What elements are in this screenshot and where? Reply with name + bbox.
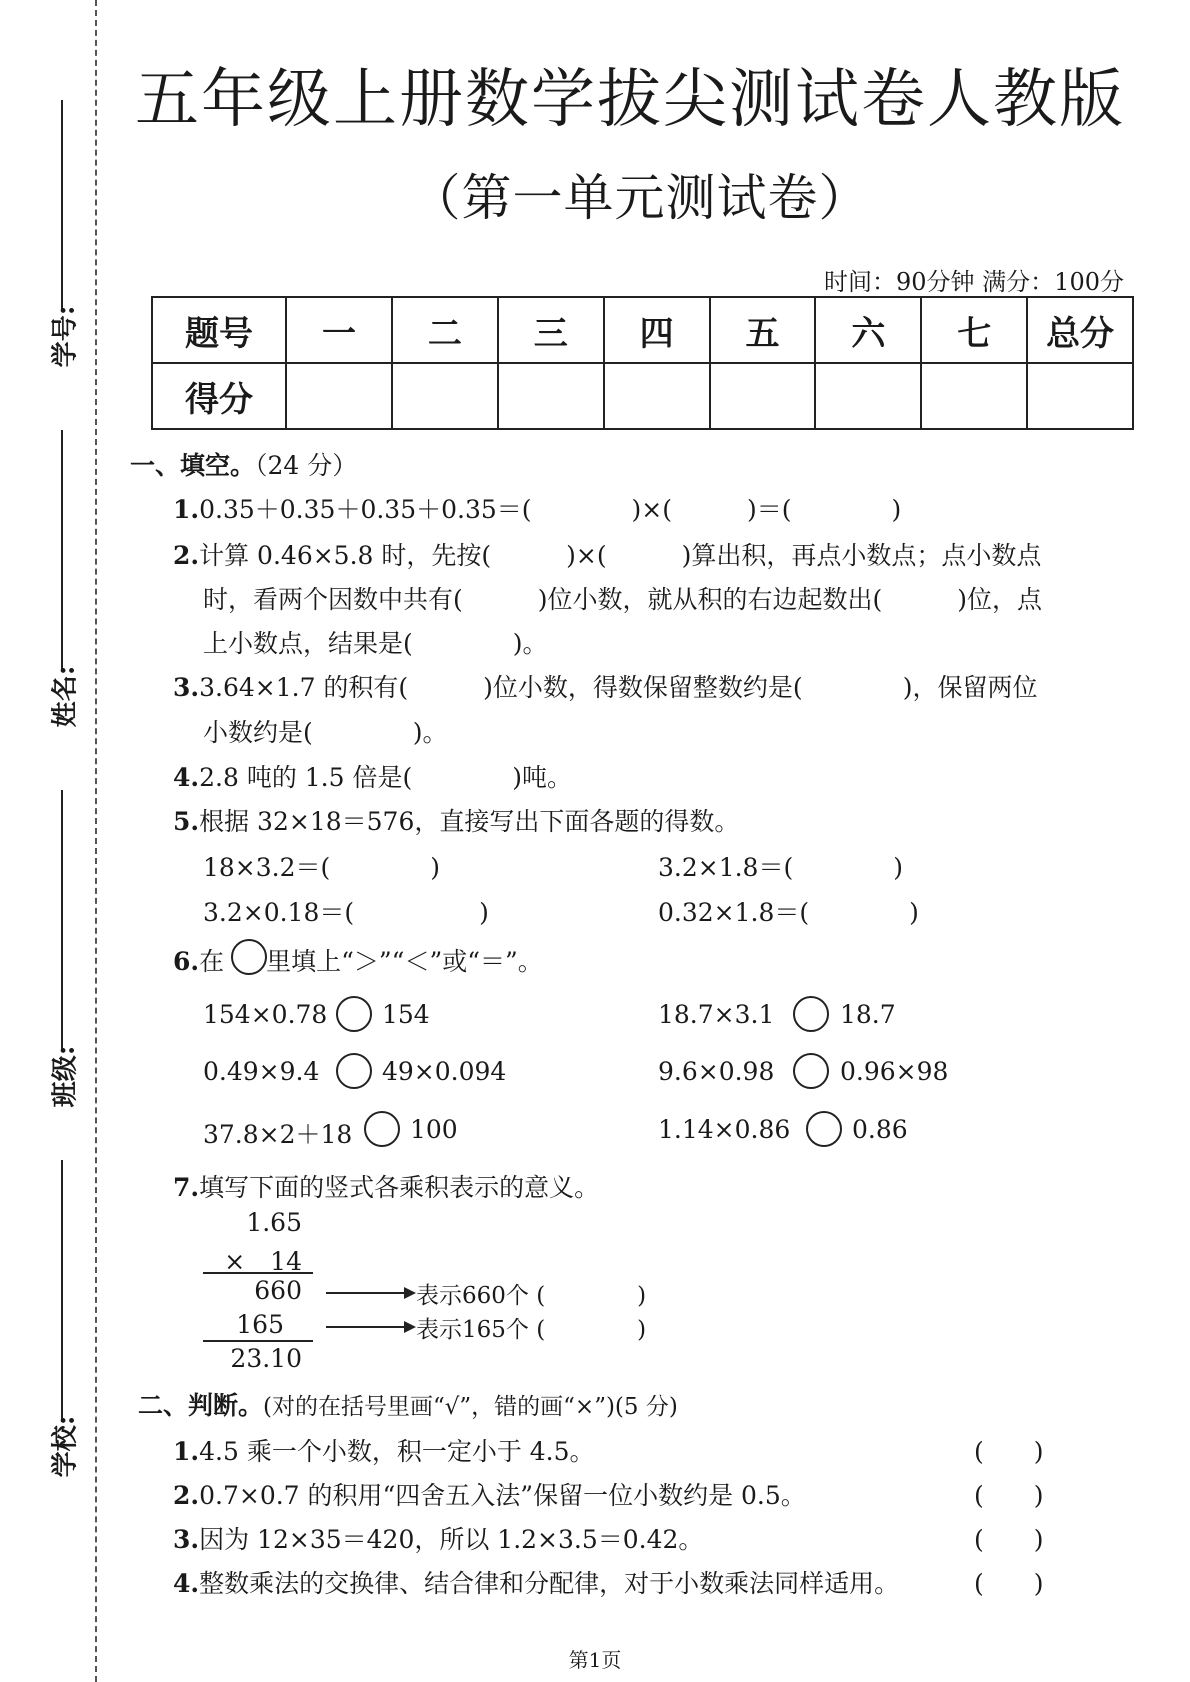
section2-title: 二、判断。 xyxy=(138,1391,264,1420)
vertical-multiplicand: 1.65 xyxy=(246,1208,302,1237)
judge-item xyxy=(173,1432,595,1468)
score-header-cell: 七 xyxy=(921,297,1027,363)
judge-item xyxy=(173,1476,806,1512)
judge-num: 2. xyxy=(173,1481,200,1510)
compare-circle[interactable] xyxy=(336,1053,372,1089)
school-label: 学校: xyxy=(50,1415,81,1478)
q7 xyxy=(173,1168,599,1204)
score-header-cell: 二 xyxy=(392,297,498,363)
q4-text: 2.8 吨的 1.5 倍是( )吨。 xyxy=(199,763,572,792)
judge-text: 因为 12×35＝420，所以 1.2×3.5＝0.42。 xyxy=(199,1525,704,1554)
judge-num: 1. xyxy=(173,1437,200,1466)
compare-circle[interactable] xyxy=(793,1053,829,1089)
q6-text-after: 里填上“＞”“＜”或“＝”。 xyxy=(266,947,543,976)
q6-item-right: 154 xyxy=(382,1000,430,1029)
q5-item: 3.2×0.18＝( ) xyxy=(203,898,489,927)
answer-blank[interactable]: ( ) xyxy=(974,1437,1044,1466)
q3-text-1: 3.64×1.7 的积有( )位小数，得数保留整数约是( )，保留两位 xyxy=(199,673,1038,702)
q7-meaning-2: 表示165个 ( ) xyxy=(416,1317,647,1343)
q6-item-right: 0.96×98 xyxy=(840,1057,949,1086)
vertical-multiplier: × 14 xyxy=(224,1247,302,1276)
score-cell[interactable] xyxy=(921,363,1027,429)
vertical-rule-bottom xyxy=(203,1340,313,1342)
q1-text: 0.35＋0.35＋0.35＋0.35＝( )×( )＝( ) xyxy=(199,495,902,524)
score-table-header-row xyxy=(152,297,1133,363)
compare-circle[interactable] xyxy=(364,1111,400,1147)
score-header-cell: 题号 xyxy=(152,297,286,363)
binding-dash-line xyxy=(95,0,97,1682)
arrow-right-icon xyxy=(326,1326,414,1328)
q1 xyxy=(173,490,901,526)
score-cell[interactable] xyxy=(286,363,392,429)
q6-num: 6. xyxy=(173,947,200,976)
judge-text: 整数乘法的交换律、结合律和分配律，对于小数乘法同样适用。 xyxy=(199,1569,900,1598)
q5-text: 根据 32×18＝576，直接写出下面各题的得数。 xyxy=(199,807,740,836)
score-header-cell: 五 xyxy=(710,297,816,363)
q2-text-2: 时，看两个因数中共有( )位小数，就从积的右边起数出( )位，点 xyxy=(203,585,1043,614)
class-label: 班级: xyxy=(50,1045,81,1108)
class-underline xyxy=(61,790,63,1050)
q4 xyxy=(173,758,572,794)
q6-text-before: 在 xyxy=(199,947,225,976)
q2-num: 2. xyxy=(173,541,200,570)
q2-line1 xyxy=(173,536,1041,572)
q7-text: 填写下面的竖式各乘积表示的意义。 xyxy=(199,1173,600,1202)
answer-blank[interactable]: ( ) xyxy=(974,1569,1044,1598)
q6-item-right: 0.86 xyxy=(852,1115,908,1144)
score-cell[interactable] xyxy=(498,363,604,429)
q6-item-left: 1.14×0.86 xyxy=(658,1115,791,1144)
judge-item xyxy=(173,1564,899,1600)
school-underline xyxy=(61,1160,63,1420)
student-id-label: 学号: xyxy=(50,305,81,368)
score-cell[interactable] xyxy=(1027,363,1133,429)
q6-item-right: 100 xyxy=(410,1115,458,1144)
score-header-cell: 总分 xyxy=(1027,297,1133,363)
q7-num: 7. xyxy=(173,1173,200,1202)
q6-item-left: 154×0.78 xyxy=(203,1000,328,1029)
q6-item-left: 9.6×0.98 xyxy=(658,1057,775,1086)
q1-num: 1. xyxy=(173,495,200,524)
q6-item-right: 49×0.094 xyxy=(382,1057,507,1086)
arrow-right-icon xyxy=(326,1292,414,1294)
answer-blank[interactable]: ( ) xyxy=(974,1481,1044,1510)
q6-example-circle xyxy=(231,939,267,975)
score-table-score-row xyxy=(152,363,1133,429)
name-underline xyxy=(61,430,63,670)
q2-text-3: 上小数点，结果是( )。 xyxy=(203,629,548,658)
q6-item-left: 0.49×9.4 xyxy=(203,1057,320,1086)
q3-line1 xyxy=(173,668,1037,704)
judge-item xyxy=(173,1520,703,1556)
answer-blank[interactable]: ( ) xyxy=(974,1525,1044,1554)
judge-num: 4. xyxy=(173,1569,200,1598)
score-header-cell: 一 xyxy=(286,297,392,363)
q7-meaning-1: 表示660个 ( ) xyxy=(416,1283,647,1309)
compare-circle[interactable] xyxy=(793,996,829,1032)
judge-text: 0.7×0.7 的积用“四舍五入法”保留一位小数约是 0.5。 xyxy=(199,1481,806,1510)
section1-title: 一、填空。 xyxy=(130,451,256,480)
score-header-cell: 三 xyxy=(498,297,604,363)
page-number: 第1页 xyxy=(568,1648,622,1672)
compare-circle[interactable] xyxy=(336,996,372,1032)
q5-num: 5. xyxy=(173,807,200,836)
score-cell[interactable] xyxy=(604,363,710,429)
q3-num: 3. xyxy=(173,673,200,702)
q3-text-2: 小数约是( )。 xyxy=(203,718,448,747)
q6-heading xyxy=(173,942,543,978)
vertical-partial-2: 165 xyxy=(236,1310,284,1339)
judge-text: 4.5 乘一个小数，积一定小于 4.5。 xyxy=(199,1437,595,1466)
vertical-partial-1: 660 xyxy=(254,1276,302,1305)
name-label: 姓名: xyxy=(50,665,81,728)
time-info: 时间：90分钟 满分：100分 xyxy=(824,268,1124,296)
q2-text-1: 计算 0.46×5.8 时，先按( )×( )算出积，再点小数点；点小数点 xyxy=(199,541,1042,570)
judge-num: 3. xyxy=(173,1525,200,1554)
q6-item-right: 18.7 xyxy=(840,1000,896,1029)
q5 xyxy=(173,802,739,838)
score-row-label: 得分 xyxy=(152,363,286,429)
score-cell[interactable] xyxy=(392,363,498,429)
q5-item: 18×3.2＝( ) xyxy=(203,853,441,882)
q6-item-left: 37.8×2＋18 xyxy=(203,1120,353,1149)
page-title: 五年级上册数学拔尖测试卷人教版 xyxy=(135,63,1125,137)
q5-item: 0.32×1.8＝( ) xyxy=(658,898,919,927)
score-header-cell: 六 xyxy=(815,297,921,363)
score-header-cell: 四 xyxy=(604,297,710,363)
page-subtitle: （第一单元测试卷） xyxy=(410,169,870,227)
score-table xyxy=(151,296,1134,430)
section2-heading xyxy=(138,1386,678,1422)
score-cell[interactable] xyxy=(710,363,816,429)
q4-num: 4. xyxy=(173,763,200,792)
section1-points: （24 分） xyxy=(255,451,358,480)
vertical-result: 23.10 xyxy=(230,1344,302,1373)
score-cell[interactable] xyxy=(815,363,921,429)
compare-circle[interactable] xyxy=(806,1111,842,1147)
q6-item-left: 18.7×3.1 xyxy=(658,1000,775,1029)
section2-note: (对的在括号里画“√”，错的画“×”)(5 分) xyxy=(263,1394,678,1420)
vertical-rule-top xyxy=(203,1272,313,1274)
section1-heading xyxy=(130,446,357,482)
q5-item: 3.2×1.8＝( ) xyxy=(658,853,903,882)
